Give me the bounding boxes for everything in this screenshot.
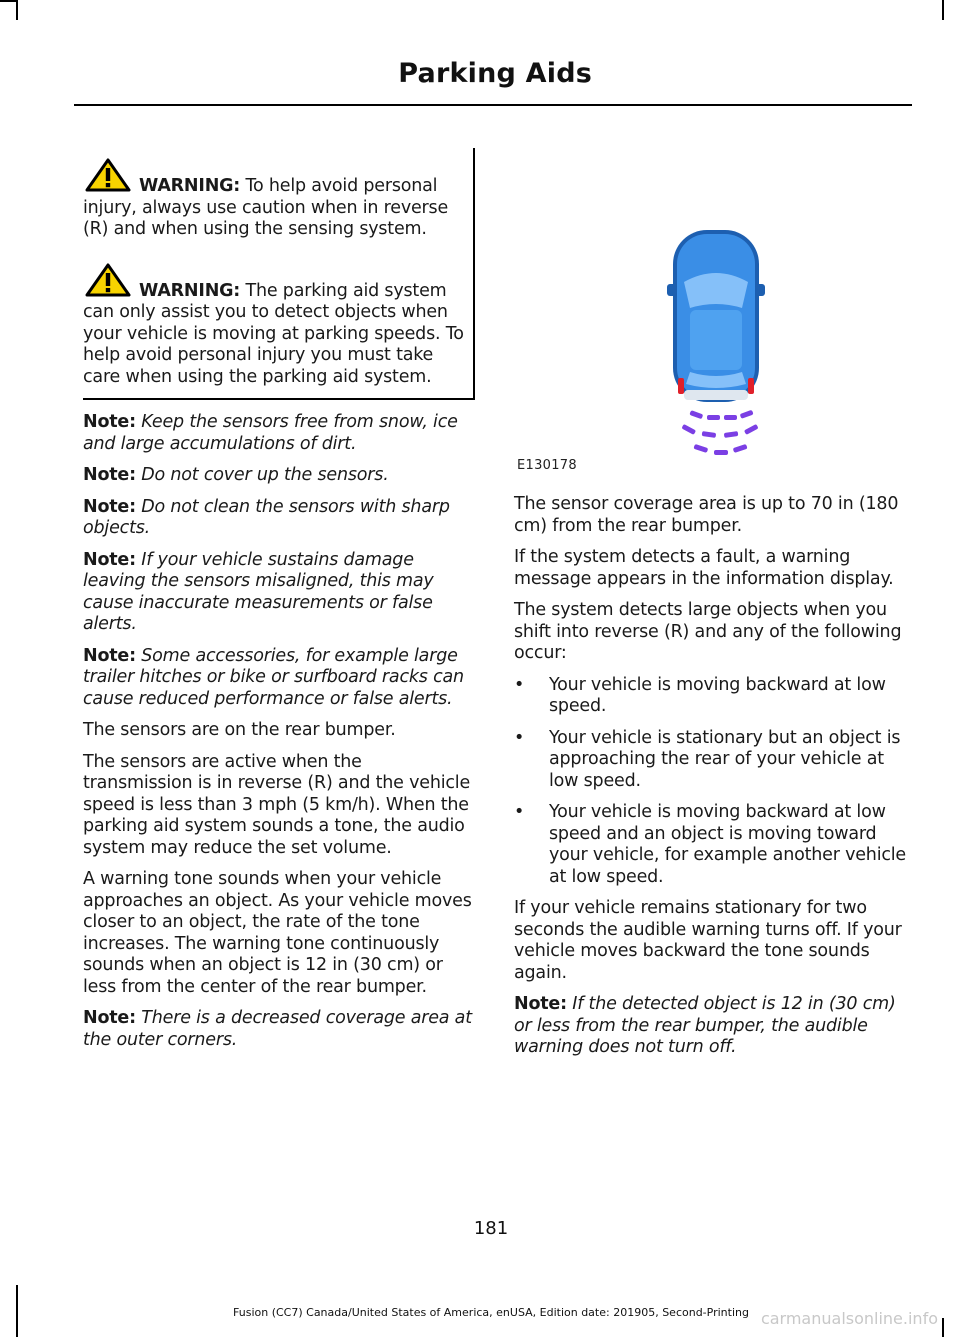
note-paragraph: [514, 994, 908, 1059]
warning-text: The parking aid system can only assist you to detect objects when your vehicle is moving at parking speeds. To help avoid personal injury you must take care when using the parking aid system.: [83, 280, 464, 387]
note-paragraph: [83, 550, 475, 636]
body-paragraph: The sensors are on the rear bumper.: [83, 720, 396, 740]
note-label: Note:: [83, 1008, 136, 1028]
right-column: [514, 494, 908, 1069]
figure-code: E130178: [517, 458, 577, 473]
warning-triangle-icon: [83, 158, 133, 192]
warning-triangle-icon: [83, 263, 133, 297]
watermark: carmanualsonline.info: [760, 1309, 938, 1328]
sensor-wave-icon: [681, 410, 758, 455]
note-text: Keep the sensors free from snow, ice and large accumulations of dirt.: [83, 412, 458, 454]
header-divider: [74, 104, 912, 106]
note-paragraph: [83, 1008, 475, 1051]
page-number: 181: [473, 1218, 509, 1239]
car-top-view-rear-sensor-icon: [514, 212, 774, 477]
body-paragraph: If the system detects a fault, a warning message appears in the information display.: [514, 547, 894, 589]
warning-label: WARNING:: [139, 280, 241, 301]
warning-label: WARNING:: [139, 176, 241, 196]
crop-mark: [16, 0, 18, 20]
list-item: [514, 675, 908, 718]
note-text: Do not clean the sensors with sharp objects.: [83, 496, 450, 538]
note-text: Some accessories, for example large trailer hitches or bike or surfboard racks can cause reduced performance or false alerts.: [83, 645, 464, 709]
note-label: Note:: [514, 994, 567, 1014]
crop-mark: [942, 0, 944, 20]
page-title: Parking Aids: [398, 58, 592, 89]
body-paragraph: A warning tone sounds when your vehicle approaches an object. As your vehicle moves closer to an object, the rate of the tone increases. The warning tone continuously sounds when an object is 12 in (30 cm) or less from the center of the rear bumper.: [83, 869, 472, 997]
body-paragraph: The system detects large objects when you shift into reverse (R) and any of the following occur:: [514, 600, 902, 663]
crop-mark: [942, 1318, 944, 1337]
list-item-text: Your vehicle is moving backward at low speed and an object is moving toward your vehicle, for example another vehicle at low speed.: [549, 802, 907, 887]
bullet-list: [514, 675, 908, 889]
note-label: Note:: [83, 496, 136, 517]
note-text: There is a decreased coverage area at the outer corners.: [83, 1008, 472, 1050]
note-paragraph: [83, 497, 475, 540]
warning-paragraph: [83, 261, 465, 389]
note-paragraph: [83, 465, 475, 487]
bullet-marker: •: [514, 674, 525, 695]
warning-paragraph: [83, 176, 465, 241]
edition-footer: Fusion (CC7) Canada/United States of America, enUSA, Edition date: 201905, Second-Printing: [233, 1306, 749, 1319]
left-column: [83, 148, 475, 1061]
note-paragraph: [83, 412, 475, 455]
warning-text: To help avoid personal injury, always use caution when in reverse (R) and when using the sensing system.: [83, 176, 449, 239]
list-item: [514, 802, 908, 888]
bullet-marker: •: [514, 802, 525, 822]
list-item-text: Your vehicle is moving backward at low speed.: [549, 674, 886, 716]
note-paragraph: [83, 646, 475, 711]
list-item-text: Your vehicle is stationary but an object is approaching the rear of your vehicle at low speed.: [549, 727, 901, 791]
note-label: Note:: [83, 412, 136, 432]
bullet-marker: •: [514, 727, 525, 748]
body-paragraph: If your vehicle remains stationary for two seconds the audible warning turns off. If your vehicle moves backward the tone sounds again.: [514, 898, 902, 983]
note-label: Note:: [83, 465, 136, 485]
list-item: [514, 728, 908, 793]
warning-box: [83, 148, 475, 400]
body-paragraph: The sensor coverage area is up to 70 in (180 cm) from the rear bumper.: [514, 494, 899, 536]
note-label: Note:: [83, 549, 136, 570]
note-label: Note:: [83, 645, 136, 666]
note-text: If your vehicle sustains damage leaving the sensors misaligned, this may cause inaccurate measurements or false alerts.: [83, 549, 434, 634]
note-text: Do not cover up the sensors.: [135, 465, 389, 485]
car-icon: [667, 230, 765, 402]
body-paragraph: The sensors are active when the transmission is in reverse (R) and the vehicle speed is less than 3 mph (5 km/h). When the parking aid system sounds a tone, the audio system may reduce the set volume.: [83, 751, 471, 858]
note-text: If the detected object is 12 in (30 cm) or less from the rear bumper, the audible warning does not turn off.: [514, 994, 896, 1057]
